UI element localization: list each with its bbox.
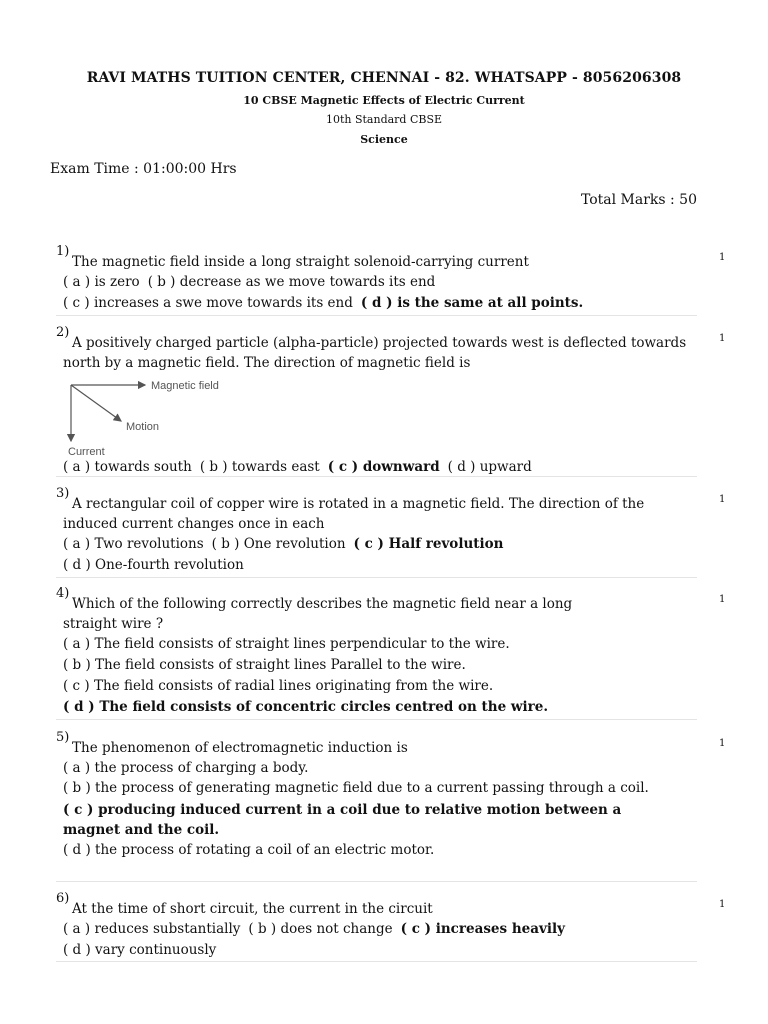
question-number: 4) <box>56 586 70 601</box>
question-number: 1) <box>56 244 70 259</box>
motion-label: Motion <box>126 421 160 433</box>
magnetic-field-label: Magnetic field <box>151 380 219 392</box>
option-a: ( a ) Two revolutions <box>63 536 204 552</box>
question-2 <box>56 325 726 478</box>
option-c-answer: ( c ) producing induced current in a coil due to relative motion between a magnet and the coil. <box>63 802 622 838</box>
option-a: ( a ) The field consists of straight lines perpendicular to the wire. <box>63 636 510 652</box>
question-stem: Which of the following correctly describes the magnetic field near a long straight wire ? <box>63 596 573 632</box>
option-d: ( d ) One-fourth revolution <box>63 557 244 573</box>
divider <box>56 476 697 477</box>
option-c: ( c ) The field consists of radial lines originating from the wire. <box>63 678 494 694</box>
option-d: ( d ) the process of rotating a coil of an electric motor. <box>63 842 435 858</box>
question-4 <box>56 586 726 718</box>
option-a: ( a ) the process of charging a body. <box>63 760 309 776</box>
question-number: 2) <box>56 325 70 340</box>
question-marks: 1 <box>719 252 726 263</box>
option-c-answer: ( c ) Half revolution <box>353 536 504 552</box>
divider <box>56 961 697 962</box>
question-5 <box>56 730 726 861</box>
divider <box>56 577 697 578</box>
question-marks: 1 <box>719 333 726 344</box>
question-marks: 1 <box>719 594 726 605</box>
divider <box>56 719 697 720</box>
option-d-answer: ( d ) is the same at all points. <box>360 295 584 311</box>
option-b: ( b ) towards east <box>199 459 320 475</box>
question-number: 3) <box>56 486 70 501</box>
option-d: ( d ) vary continuously <box>63 942 217 958</box>
option-b: ( b ) The field consists of straight lines Parallel to the wire. <box>63 657 466 673</box>
option-c-answer: ( c ) increases heavily <box>400 921 565 937</box>
subject-label: Science <box>360 133 408 146</box>
question-number: 6) <box>56 891 70 906</box>
question-stem: A rectangular coil of copper wire is rotated in a magnetic field. The direction of the induced current changes once in each <box>63 496 645 532</box>
question-number: 5) <box>56 730 70 745</box>
option-b: ( b ) the process of generating magnetic field due to a current passing through a coil. <box>63 780 649 796</box>
question-marks: 1 <box>719 738 726 749</box>
option-d: ( d ) upward <box>447 459 532 475</box>
field-direction-figure <box>63 375 233 457</box>
current-label: Current <box>68 446 105 457</box>
option-b: ( b ) One revolution <box>211 536 346 552</box>
standard-label: 10th Standard CBSE <box>325 113 443 126</box>
option-c-answer: ( c ) downward <box>327 459 440 475</box>
question-stem: A positively charged particle (alpha-particle) projected towards west is deflected towards north by a magnetic field. The direction of magnetic field is <box>63 335 687 371</box>
question-stem: At the time of short circuit, the current in the circuit <box>72 901 433 917</box>
question-marks: 1 <box>719 494 726 505</box>
question-marks: 1 <box>719 899 726 910</box>
question-stem: The magnetic field inside a long straight solenoid-carrying current <box>72 254 529 270</box>
divider <box>56 315 697 316</box>
option-a: ( a ) reduces substantially <box>63 921 241 937</box>
option-b: ( b ) does not change <box>248 921 393 937</box>
divider <box>56 881 697 882</box>
option-b: ( b ) decrease as we move towards its end <box>147 274 436 290</box>
paper-title: 10 CBSE Magnetic Effects of Electric Current <box>243 94 525 107</box>
option-a: ( a ) is zero <box>63 274 140 290</box>
question-3 <box>56 486 726 576</box>
motion-arrow <box>71 385 121 421</box>
question-6 <box>56 891 726 961</box>
total-marks: Total Marks : 50 <box>580 192 697 208</box>
question-stem: The phenomenon of electromagnetic induction is <box>72 740 408 756</box>
question-1 <box>56 244 726 314</box>
exam-time: Exam Time : 01:00:00 Hrs <box>50 161 237 177</box>
option-d-answer: ( d ) The field consists of concentric circles centred on the wire. <box>63 699 549 715</box>
institute-header: RAVI MATHS TUITION CENTER, CHENNAI - 82. WHATSAPP - 8056206308 <box>86 70 682 86</box>
option-c: ( c ) increases a swe move towards its end <box>63 295 353 311</box>
option-a: ( a ) towards south <box>63 459 192 475</box>
